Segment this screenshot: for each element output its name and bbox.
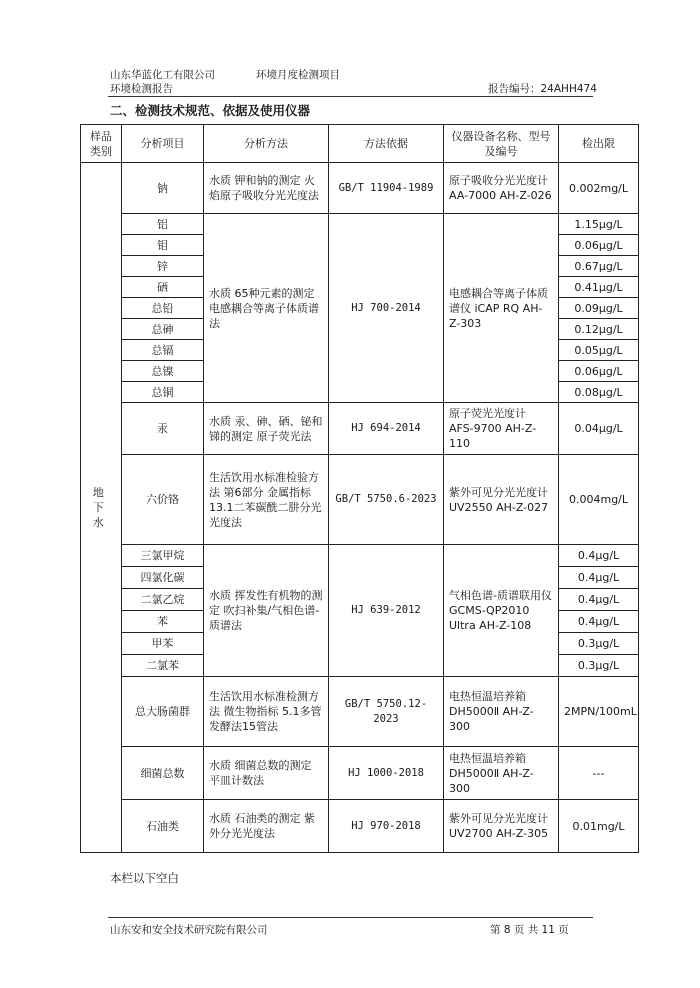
method-cell: 水质 65种元素的测定 电感耦合等离子体质谱法 xyxy=(204,214,329,403)
basis-cell: HJ 700-2014 xyxy=(329,214,444,403)
basis-cell: HJ 694-2014 xyxy=(329,403,444,455)
method-cell: 水质 细菌总数的测定 平皿计数法 xyxy=(204,747,329,800)
limit-cell: 0.002mg/L xyxy=(559,163,639,214)
item-cell: 钠 xyxy=(122,163,204,214)
basis-cell: GB/T 5750.12-2023 xyxy=(329,677,444,747)
header-project: 环境月度检测项目 xyxy=(256,69,340,81)
limit-cell: 0.01mg/L xyxy=(559,800,639,853)
item-cell: 甲苯 xyxy=(122,633,204,655)
item-cell: 六价铬 xyxy=(122,455,204,545)
method-instrument-table xyxy=(80,124,639,853)
item-cell: 四氯化碳 xyxy=(122,567,204,589)
header-report-type: 环境检测报告 xyxy=(110,83,173,95)
item-cell: 总铅 xyxy=(122,298,204,319)
table-row xyxy=(81,800,639,853)
instrument-cell: 原子吸收分光光度计 AA-7000 AH-Z-026 xyxy=(444,163,559,214)
item-cell: 二氯苯 xyxy=(122,655,204,677)
table-row xyxy=(81,163,639,214)
table-row xyxy=(81,545,639,567)
limit-cell: 0.04μg/L xyxy=(559,403,639,455)
limit-cell: 0.4μg/L xyxy=(559,589,639,611)
footer-institute: 山东安和安全技术研究院有限公司 xyxy=(110,924,268,936)
item-cell: 钼 xyxy=(122,235,204,256)
header-report-number: 报告编号：24AHH474 xyxy=(488,83,597,95)
item-cell: 总大肠菌群 xyxy=(122,677,204,747)
limit-cell: 0.06μg/L xyxy=(559,361,639,382)
basis-cell: GB/T 5750.6-2023 xyxy=(329,455,444,545)
item-cell: 细菌总数 xyxy=(122,747,204,800)
table-row xyxy=(81,677,639,747)
item-cell: 总铜 xyxy=(122,382,204,403)
method-cell: 水质 挥发性有机物的测定 吹扫补集/气相色谱-质谱法 xyxy=(204,545,329,677)
method-cell: 水质 汞、砷、硒、铋和锑的测定 原子荧光法 xyxy=(204,403,329,455)
table-row xyxy=(81,403,639,455)
instrument-cell: 电感耦合等离子体质谱仪 iCAP RQ AH-Z-303 xyxy=(444,214,559,403)
item-cell: 石油类 xyxy=(122,800,204,853)
limit-cell: 0.3μg/L xyxy=(559,633,639,655)
item-cell: 总砷 xyxy=(122,319,204,340)
instrument-cell: 电热恒温培养箱 DH5000Ⅱ AH-Z-300 xyxy=(444,677,559,747)
instrument-cell: 紫外可见分光光度计 UV2700 AH-Z-305 xyxy=(444,800,559,853)
basis-cell: HJ 1000-2018 xyxy=(329,747,444,800)
header-item: 分析项目 xyxy=(122,125,204,163)
header-company: 山东华蓝化工有限公司 xyxy=(110,69,215,81)
basis-cell: HJ 970-2018 xyxy=(329,800,444,853)
limit-cell: 1.15μg/L xyxy=(559,214,639,235)
method-cell: 水质 钾和钠的测定 火焰原子吸收分光光度法 xyxy=(204,163,329,214)
table-row xyxy=(81,455,639,545)
limit-cell: 0.4μg/L xyxy=(559,611,639,633)
item-cell: 锌 xyxy=(122,256,204,277)
instrument-cell: 气相色谱-质谱联用仪 GCMS-QP2010 Ultra AH-Z-108 xyxy=(444,545,559,677)
header-divider xyxy=(108,96,593,97)
limit-cell: 0.09μg/L xyxy=(559,298,639,319)
item-cell: 苯 xyxy=(122,611,204,633)
item-cell: 二氯乙烷 xyxy=(122,589,204,611)
basis-cell: GB/T 11904-1989 xyxy=(329,163,444,214)
table-row xyxy=(81,747,639,800)
section-title: 二、检测技术规范、依据及使用仪器 xyxy=(110,103,311,118)
limit-cell: 0.41μg/L xyxy=(559,277,639,298)
method-cell: 生活饮用水标准检测方法 微生物指标 5.1多管发酵法15管法 xyxy=(204,677,329,747)
basis-cell: HJ 639-2012 xyxy=(329,545,444,677)
header-instrument: 仪器设备名称、型号及编号 xyxy=(444,125,559,163)
instrument-cell: 原子荧光光度计 AFS-9700 AH-Z-110 xyxy=(444,403,559,455)
limit-cell: 0.004mg/L xyxy=(559,455,639,545)
blank-note: 本栏以下空白 xyxy=(110,871,179,885)
table-header-row xyxy=(81,125,639,163)
footer-divider xyxy=(108,917,593,918)
sample-type-cell: 地下水 xyxy=(81,163,122,853)
method-cell: 生活饮用水标准检验方法 第6部分 金属指标 13.1二苯碳酰二肼分光光度法 xyxy=(204,455,329,545)
table-row xyxy=(81,214,639,235)
item-cell: 硒 xyxy=(122,277,204,298)
instrument-cell: 紫外可见分光光度计 UV2550 AH-Z-027 xyxy=(444,455,559,545)
item-cell: 总镉 xyxy=(122,340,204,361)
item-cell: 总镍 xyxy=(122,361,204,382)
limit-cell: 0.4μg/L xyxy=(559,545,639,567)
limit-cell: 2MPN/100mL xyxy=(559,677,639,747)
header-method: 分析方法 xyxy=(204,125,329,163)
limit-cell: 0.12μg/L xyxy=(559,319,639,340)
header-basis: 方法依据 xyxy=(329,125,444,163)
limit-cell: 0.08μg/L xyxy=(559,382,639,403)
footer-page-number: 第 8 页 共 11 页 xyxy=(490,924,569,936)
limit-cell: 0.3μg/L xyxy=(559,655,639,677)
limit-cell: --- xyxy=(559,747,639,800)
item-cell: 三氯甲烷 xyxy=(122,545,204,567)
method-cell: 水质 石油类的测定 紫外分光光度法 xyxy=(204,800,329,853)
limit-cell: 0.06μg/L xyxy=(559,235,639,256)
limit-cell: 0.67μg/L xyxy=(559,256,639,277)
limit-cell: 0.05μg/L xyxy=(559,340,639,361)
header-limit: 检出限 xyxy=(559,125,639,163)
limit-cell: 0.4μg/L xyxy=(559,567,639,589)
instrument-cell: 电热恒温培养箱 DH5000Ⅱ AH-Z-300 xyxy=(444,747,559,800)
header-sample-type: 样品类别 xyxy=(81,125,122,163)
item-cell: 汞 xyxy=(122,403,204,455)
item-cell: 铝 xyxy=(122,214,204,235)
